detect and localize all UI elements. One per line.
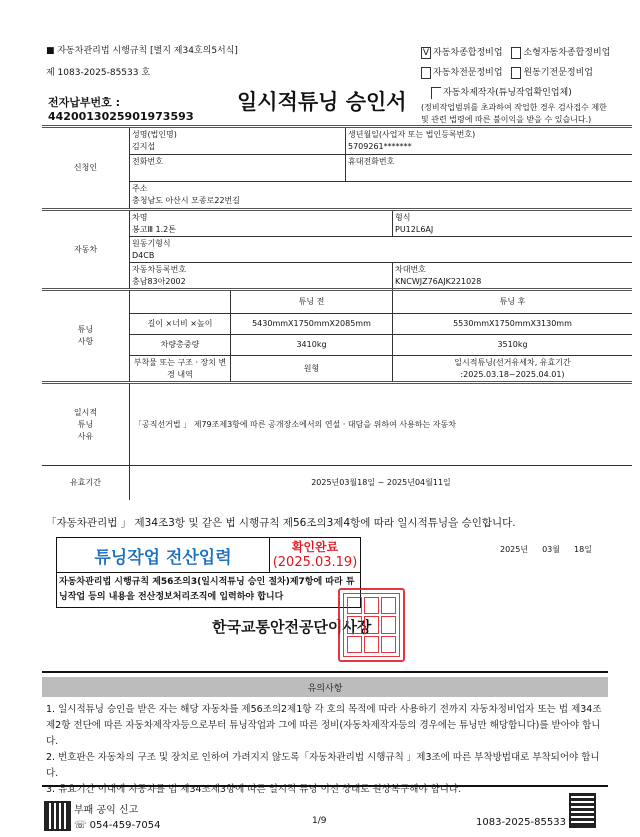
applicant-address: 충청남도 아산시 모종로22번길: [132, 196, 241, 205]
footer-doc-number: 1083-2025-85533: [476, 817, 566, 828]
qr-code-icon: [569, 793, 596, 828]
report-label: 부패 공익 신고: [74, 805, 139, 816]
registration-number: 충남83아2002: [132, 277, 186, 286]
computer-entry-stamp: [56, 537, 361, 608]
tuning-before: 원형: [230, 356, 392, 382]
page-title: 일시적튜닝 승인서: [237, 90, 407, 114]
payment-label: 전자납부번호 :: [48, 96, 120, 109]
applicant-section: 신청인 성명(법인명) 김지섭 생년월일(사업자 또는 법인등록번호) 5709261******* 전화번호 휴대전화번호 주소 충청남도 아산시 모종로22번길: [42, 125, 632, 209]
confirm-date: (2025.03.19): [272, 555, 358, 570]
tuning-before: 5430mmX1750mmX2085mm: [230, 314, 392, 335]
reason-section: [42, 381, 632, 466]
applicant-name: 김지섭: [132, 142, 156, 151]
phone-label: 전화번호: [132, 157, 163, 166]
tuning-item: 부착물 또는 구조 · 장치 변경 내역: [133, 358, 227, 379]
payment-number: 442001302590197359З: [48, 110, 194, 123]
tuning-before: 3410kg: [230, 335, 392, 356]
applicant-dob: 5709261*******: [348, 142, 412, 151]
notes-list: [46, 702, 606, 798]
qr-code-icon: [44, 801, 71, 831]
validity-period: 2025년03월18일 ~ 2025년04월11일: [311, 478, 451, 487]
approval-statement: 「자동차관리법 」 제34조3항 및 같은 법 시행규칙 제56조의3제4항에 따라 일시적튜닝을 승인합니다.: [46, 517, 516, 529]
engine-type: D4CB: [132, 251, 155, 260]
business-type-checkboxes: [421, 43, 610, 103]
issue-date: 2025년 03월 18일: [500, 545, 592, 554]
divider: [42, 671, 608, 673]
stamp-text: 자동차관리법 시행규칙 제56조의3(일시적튜닝 승인 절차)제7항에 따라 튜닝작업 등의 내용을 전산정보처리조직에 입력하야 합니다: [59, 577, 355, 602]
vehicle-model: 봉고Ⅲ 1.2톤: [132, 225, 176, 234]
note-item: 3. 유효기간 이내에 자동차를 법 제34조제3항에 따른 일시적 튜닝 이전 상태로 원상복구해야 합니다.: [46, 784, 462, 795]
warning-note: (정비작업범위를 초과하여 작업한 경우 검사접수 제한 및 관련 법령에 따른 불이익을 받을 수 있습니다.): [421, 103, 607, 124]
page-number: 1/9: [312, 816, 327, 826]
after-header: 튜닝 후: [392, 291, 632, 314]
reason-text: 「공직선거법 」 제79조제3항에 따른 공개장소에서의 연설 · 대담을 위하여 사용하는 자동차: [134, 419, 456, 429]
vehicle-section: 자동차 차명 봉고Ⅲ 1.2톤 형식 PU12L6AJ 원동기형식 D4CB 자동차등록번호 충남83아2002 차대번호 KNCWJZ76AJK221028: [42, 208, 632, 289]
checkbox-general-repair[interactable]: V 자동차종합정비업: [422, 47, 503, 58]
applicant-label: 신청인: [42, 128, 130, 208]
tuning-after: 3510kg: [392, 335, 632, 356]
form-reference: ■ 자동차관리법 시행규칙 [별지 제34호의5서식]: [46, 46, 238, 56]
vehicle-type: PU12L6AJ: [395, 225, 434, 234]
document-number: 제 1083-2025-85533 호: [46, 68, 151, 78]
checkbox-small-repair[interactable]: 소형자동차종합정비업: [511, 48, 610, 58]
mobile-label: 휴대전화번호: [348, 157, 395, 166]
note-item: 2. 번호판은 자동차의 구조 및 장치로 인하여 가려지지 않도록「자동차관리법 시행규칙 」제3조에 따른 부착방법대로 부착되어야 합니다.: [46, 752, 600, 779]
note-item: 1. 일시적튜닝 승인을 받은 자는 해당 자동차를 제56조의2제1항 각 호의 목적에 따라 사용하기 전까지 자동차정비업자 또는 법 제34조제2항 전단에 따른 자동차제작자등으로부터 튜닝작업과 그에 따른 정비(자동차제작자등의 경우에는 튜닝만 해당합니다)를 받아야 합니다.: [46, 704, 602, 747]
stamp-title: 튜닝작업 전산입력: [57, 538, 270, 573]
checkbox-specialized-repair[interactable]: 자동차전문정비업: [421, 68, 503, 78]
reason-label: 일시적 튜닝 사유: [42, 384, 130, 465]
divider: [42, 785, 608, 787]
report-phone: ☏ 054-459-7054: [74, 820, 161, 831]
checkbox-engine-repair[interactable]: 원동기전문정비업: [511, 68, 593, 78]
tuning-after: 일시적튜닝(선거유세차, 유효기간 :2025.03.18~2025.04.01): [392, 356, 632, 382]
confirm-label: 확인완료: [291, 540, 339, 554]
before-header: 튜닝 전: [230, 291, 392, 314]
official-seal: [338, 588, 405, 662]
signer: 한국교통안전공단이사장: [212, 618, 372, 636]
validity-label: 유효기간: [42, 466, 130, 500]
tuning-label: 튜닝 사항: [42, 291, 130, 381]
tuning-after: 5530mmX1750mmX3130mm: [392, 314, 632, 335]
vehicle-label: 자동차: [42, 211, 130, 288]
report-block: [74, 803, 161, 833]
tuning-item: 차량총중량: [130, 335, 230, 356]
notes-header: 유의사항: [42, 677, 608, 697]
validity-section: [42, 466, 632, 500]
tuning-item: 길이 ×너비 ×높이: [130, 314, 230, 335]
vin-number: KNCWJZ76AJK221028: [395, 277, 482, 286]
payment-number-block: [48, 96, 194, 124]
tuning-section: [42, 288, 632, 382]
checkbox-manufacturer[interactable]: 자동차제작자(튜닝작업확인업체): [431, 88, 572, 98]
